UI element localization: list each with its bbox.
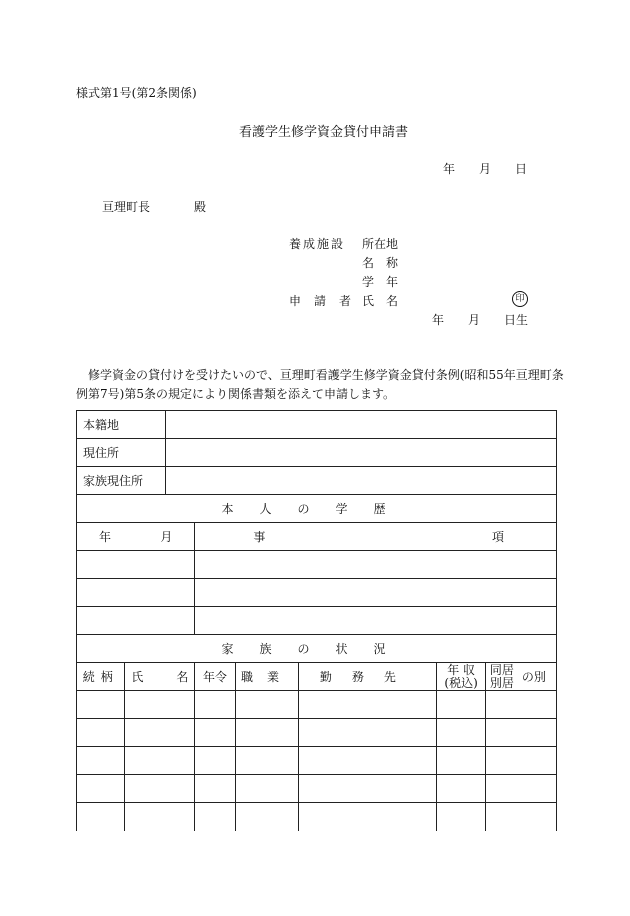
seal-text: 印 [515, 294, 525, 304]
fam-col-cohabit-bottom: 別居 [489, 675, 514, 690]
fam-cohabit-cell[interactable] [485, 775, 556, 803]
fam-name-cell[interactable] [125, 803, 195, 832]
fam-cohabit-cell[interactable] [485, 719, 556, 747]
edu-col-date [77, 523, 195, 551]
birth-date [432, 311, 528, 328]
fam-age-cell[interactable] [195, 803, 235, 832]
application-table [76, 410, 557, 831]
fam-cohabit-cell[interactable] [485, 747, 556, 775]
fam-relation-cell[interactable] [77, 803, 125, 832]
domicile-label-cell [77, 411, 166, 439]
fam-income-cell[interactable] [437, 803, 485, 832]
fam-age-cell[interactable] [195, 691, 235, 719]
education-row [77, 551, 557, 579]
body-text-line-1: 修学資金の貸付けを受けたいので、亘理町看護学生修学資金貸付条例(昭和55年亘理町条 [88, 368, 564, 382]
grade-label: 学 年 [362, 275, 399, 289]
fam-col-cohabit-top: 同居 [489, 662, 514, 677]
fam-relation-cell[interactable] [77, 719, 125, 747]
current-address-label: 現住所 [83, 446, 120, 460]
domicile-value[interactable] [165, 411, 556, 439]
fam-occupation-cell[interactable] [235, 691, 299, 719]
fam-occupation-cell[interactable] [235, 719, 299, 747]
family-row [77, 691, 557, 719]
form-number: 様式第1号(第2条関係) [76, 86, 197, 100]
education-row [77, 579, 557, 607]
current-address-value[interactable] [165, 439, 556, 467]
edu-item-cell[interactable] [195, 607, 557, 635]
fam-workplace-cell[interactable] [299, 803, 437, 832]
date-day: 日 [514, 162, 527, 176]
fam-workplace-cell[interactable] [299, 691, 437, 719]
family-address-value[interactable] [165, 467, 556, 495]
fam-workplace-cell[interactable] [299, 719, 437, 747]
fam-workplace-cell[interactable] [299, 775, 437, 803]
fam-col-age: 年令 [195, 663, 235, 691]
fam-col-cohabit-suffix: の別 [521, 669, 546, 684]
fam-income-cell[interactable] [437, 691, 485, 719]
domicile-label: 本籍地 [83, 418, 120, 432]
fam-relation-cell[interactable] [77, 691, 125, 719]
fam-income-cell[interactable] [437, 719, 485, 747]
family-row [77, 719, 557, 747]
fam-occupation-cell[interactable] [235, 775, 299, 803]
domicile-row [77, 411, 557, 439]
fam-col-workplace: 勤務先 [299, 663, 437, 691]
education-row [77, 607, 557, 635]
edu-date-cell[interactable] [77, 607, 195, 635]
full-name-label: 氏 名 [362, 294, 399, 308]
facility-label: 養成施設 [289, 237, 346, 251]
birth-year: 年 [432, 313, 445, 327]
fam-col-income [437, 663, 485, 691]
fam-col-income-top: 年 収 [447, 662, 476, 677]
form-title: 看護学生修学資金貸付申請書 [239, 125, 409, 140]
edu-col-month: 月 [160, 530, 173, 544]
edu-col-item [195, 523, 557, 551]
edu-col-year: 年 [99, 530, 112, 544]
family-columns-row [77, 663, 557, 691]
family-row [77, 775, 557, 803]
fam-cohabit-cell[interactable] [485, 803, 556, 832]
family-row [77, 747, 557, 775]
fam-age-cell[interactable] [195, 775, 235, 803]
current-address-row [77, 439, 557, 467]
date-month: 月 [478, 162, 491, 176]
fam-name-cell[interactable] [125, 747, 195, 775]
fam-col-name [125, 663, 195, 691]
birth-month: 月 [467, 313, 480, 327]
family-header-row [77, 635, 557, 663]
family-address-label-cell [77, 467, 166, 495]
fam-occupation-cell[interactable] [235, 803, 299, 832]
fam-name-cell[interactable] [125, 691, 195, 719]
fam-income-cell[interactable] [437, 747, 485, 775]
fam-col-name-a: 氏 [131, 670, 144, 684]
birth-day: 日生 [503, 313, 528, 327]
fam-income-cell[interactable] [437, 775, 485, 803]
fam-workplace-cell[interactable] [299, 747, 437, 775]
fam-age-cell[interactable] [195, 747, 235, 775]
honorific: 殿 [194, 200, 207, 214]
edu-date-cell[interactable] [77, 579, 195, 607]
family-header: 家族の状況 [77, 635, 557, 663]
fam-name-cell[interactable] [125, 775, 195, 803]
fam-col-cohabit [485, 663, 556, 691]
family-address-row [77, 467, 557, 495]
fam-occupation-cell[interactable] [235, 747, 299, 775]
edu-date-cell[interactable] [77, 551, 195, 579]
education-header-row [77, 495, 557, 523]
seal-mark [512, 291, 528, 307]
addressee: 亘理町長 [102, 200, 151, 214]
family-address-label: 家族現住所 [83, 474, 144, 488]
date-year: 年 [443, 162, 456, 176]
fam-relation-cell[interactable] [77, 747, 125, 775]
facility-address-label: 所在地 [362, 237, 399, 251]
fam-col-occupation: 職業 [235, 663, 299, 691]
edu-item-cell[interactable] [195, 579, 557, 607]
facility-name-label: 名 称 [362, 256, 399, 270]
fam-col-name-b: 名 [176, 670, 189, 684]
edu-col-item-a: 事 [253, 530, 266, 544]
fam-relation-cell[interactable] [77, 775, 125, 803]
fam-cohabit-cell[interactable] [485, 691, 556, 719]
submission-date [443, 160, 527, 177]
fam-age-cell[interactable] [195, 719, 235, 747]
education-columns-row [77, 523, 557, 551]
current-address-label-cell [77, 439, 166, 467]
body-text-line-2: 例第7号)第5条の規定により関係書類を添えて申請します。 [76, 387, 395, 401]
education-header: 本人の学歴 [77, 495, 557, 523]
family-row [77, 803, 557, 832]
fam-col-relation: 続柄 [77, 663, 125, 691]
applicant-label: 申請者 [289, 294, 365, 308]
fam-col-income-bottom: (税込) [444, 675, 478, 690]
fam-name-cell[interactable] [125, 719, 195, 747]
edu-col-item-b: 項 [491, 530, 504, 544]
edu-item-cell[interactable] [195, 551, 557, 579]
